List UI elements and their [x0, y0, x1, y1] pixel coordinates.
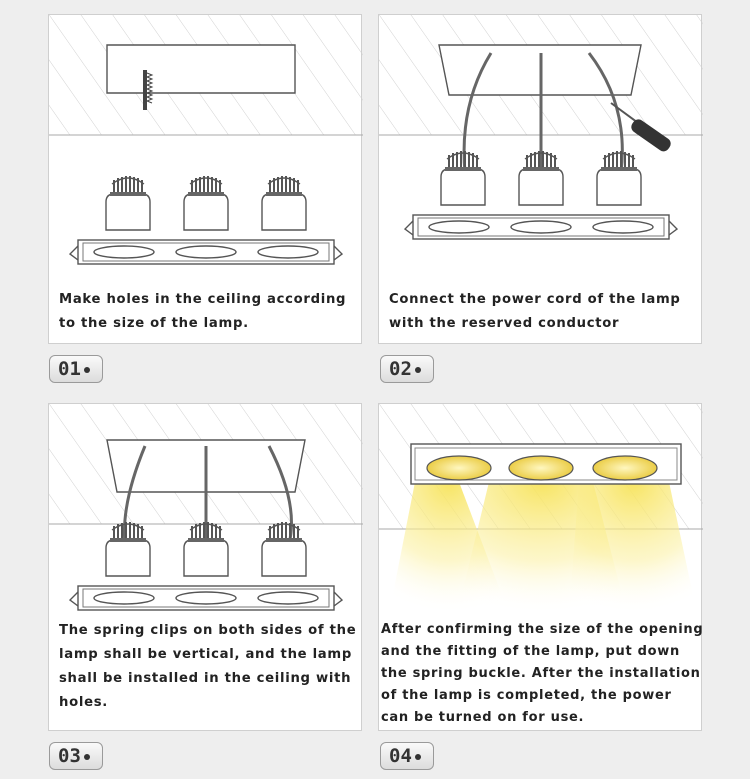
ceiling-cutout — [107, 45, 295, 93]
caption-line: and the fitting of the lamp, put down — [381, 644, 680, 659]
step-caption-2 — [389, 288, 695, 336]
caption-line: with the reserved conductor — [389, 316, 620, 331]
step-panel-2 — [378, 14, 702, 344]
caption-line: lamp shall be vertical, and the lamp — [59, 647, 352, 662]
caption-line: Make holes in the ceiling according — [59, 292, 347, 307]
step-badge-4 — [380, 742, 434, 770]
step-number: 02 — [389, 358, 412, 380]
caption-line: can be turned on for use. — [381, 710, 585, 725]
step-caption-4 — [381, 619, 704, 729]
lamp-unit — [70, 176, 342, 264]
step-number: 03 — [58, 745, 81, 767]
dot-icon — [84, 754, 90, 760]
step-panel-3 — [48, 403, 362, 731]
step-number: 04 — [389, 745, 412, 767]
step-badge-2 — [380, 355, 434, 383]
lit-bulbs — [427, 456, 657, 480]
step-caption-1 — [59, 288, 355, 336]
caption-line: holes. — [59, 695, 108, 710]
caption-line: After confirming the size of the opening — [381, 622, 704, 637]
step-number: 01 — [58, 358, 81, 380]
step-badge-3 — [49, 742, 103, 770]
caption-line: of the lamp is completed, the power — [381, 688, 672, 703]
dot-icon — [84, 367, 90, 373]
step-caption-3 — [59, 619, 355, 715]
caption-line: shall be installed in the ceiling with — [59, 671, 352, 686]
caption-line: the spring buckle. After the installation — [381, 666, 701, 681]
light-beams — [389, 482, 697, 614]
dot-icon — [415, 754, 421, 760]
step-panel-4 — [378, 403, 702, 731]
caption-line: The spring clips on both sides of the — [59, 623, 357, 638]
dot-icon — [415, 367, 421, 373]
step-panel-1 — [48, 14, 362, 344]
caption-line: Connect the power cord of the lamp — [389, 292, 681, 307]
caption-line: to the size of the lamp. — [59, 316, 249, 331]
step-badge-1 — [49, 355, 103, 383]
